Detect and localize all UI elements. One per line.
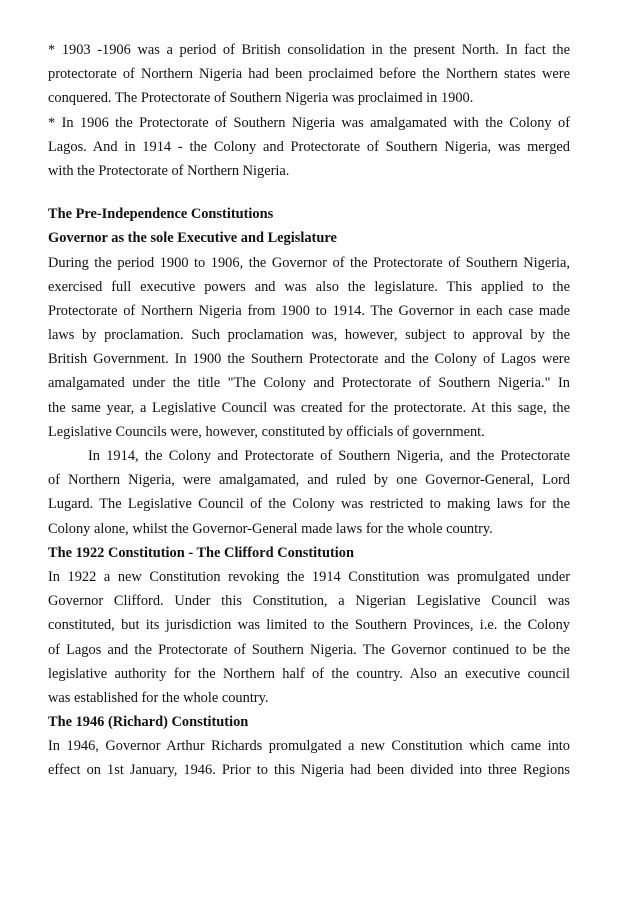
text-line: Legislative Councils were, however, constituted by officials of government. [48, 423, 485, 440]
text-line: In 1922 a new Constitution revoking the 1914 Constitution was promulgated under [48, 568, 570, 585]
text-line: British Government. In 1900 the Southern Protectorate and the Colony of Lagos were [48, 351, 570, 368]
text-line: protectorate of Northern Nigeria had been proclaimed before the Northern states were [48, 66, 570, 83]
text-line: During the period 1900 to 1906, the Governor of the Protectorate of Southern Nigeria, [48, 254, 570, 271]
text-line: * In 1906 the Protectorate of Southern Nigeria was amalgamated with the Colony of [48, 114, 570, 131]
text-line: with the Protectorate of Northern Nigeria. [48, 162, 290, 179]
text-line: exercised full executive powers and was also the legislature. This applied to the [48, 278, 570, 295]
paragraph [48, 734, 570, 782]
section-heading: Governor as the sole Executive and Legislature [48, 230, 337, 247]
text-line: Lagos. And in 1914 - the Colony and Protectorate of Southern Nigeria, was merged [48, 138, 570, 155]
text-line: effect on 1st January, 1946. Prior to this Nigeria had been divided into three Regions [48, 762, 570, 779]
section-spacer [48, 183, 570, 202]
text-line: of Lagos and the Protectorate of Southern Nigeria. The Governor continued to be the [48, 641, 570, 658]
text-line: Protectorate of Northern Nigeria from 1900 to 1914. The Governor in each case made [48, 302, 570, 319]
section-heading: The Pre-Independence Constitutions [48, 206, 274, 223]
section-heading: The 1946 (Richard) Constitution [48, 714, 249, 731]
paragraph [48, 111, 570, 184]
text-line: * 1903 -1906 was a period of British consolidation in the present North. In fact the [48, 42, 570, 58]
text-line: the same year, a Legislative Council was created for the protectorate. At this sage, the [48, 399, 570, 416]
text-line: Governor Clifford. Under this Constitution, a Nigerian Legislative Council was [48, 593, 570, 610]
section-heading: The 1922 Constitution - The Clifford Constitution [48, 544, 354, 561]
document-page [48, 38, 570, 783]
text-line: conquered. The Protectorate of Southern Nigeria was proclaimed in 1900. [48, 90, 474, 107]
text-line: Colony alone, whilst the Governor-General made laws for the whole country. [48, 520, 493, 537]
paragraph [48, 38, 570, 111]
text-line: legislative authority for the Northern half of the country. Also an executive council [48, 665, 570, 682]
text-line: In 1914, the Colony and Protectorate of Southern Nigeria, and the Protectorate [88, 448, 570, 464]
paragraph [48, 444, 570, 541]
text-line: Lugard. The Legislative Council of the Colony was restricted to making laws for the [48, 496, 570, 513]
paragraph [48, 251, 570, 445]
text-line: was established for the whole country. [48, 689, 269, 706]
text-line: of Northern Nigeria, were amalgamated, and ruled by one Governor-General, Lord [48, 472, 570, 489]
text-line: constituted, but its jurisdiction was limited to the Southern Provinces, i.e. the Colony [48, 617, 570, 634]
text-line: amalgamated under the title "The Colony and Protectorate of Southern Nigeria." In [48, 375, 570, 392]
text-line: In 1946, Governor Arthur Richards promulgated a new Constitution which came into [48, 738, 570, 755]
paragraph [48, 565, 570, 710]
text-line: laws by proclamation. Such proclamation was, however, subject to approval by the [48, 327, 570, 344]
